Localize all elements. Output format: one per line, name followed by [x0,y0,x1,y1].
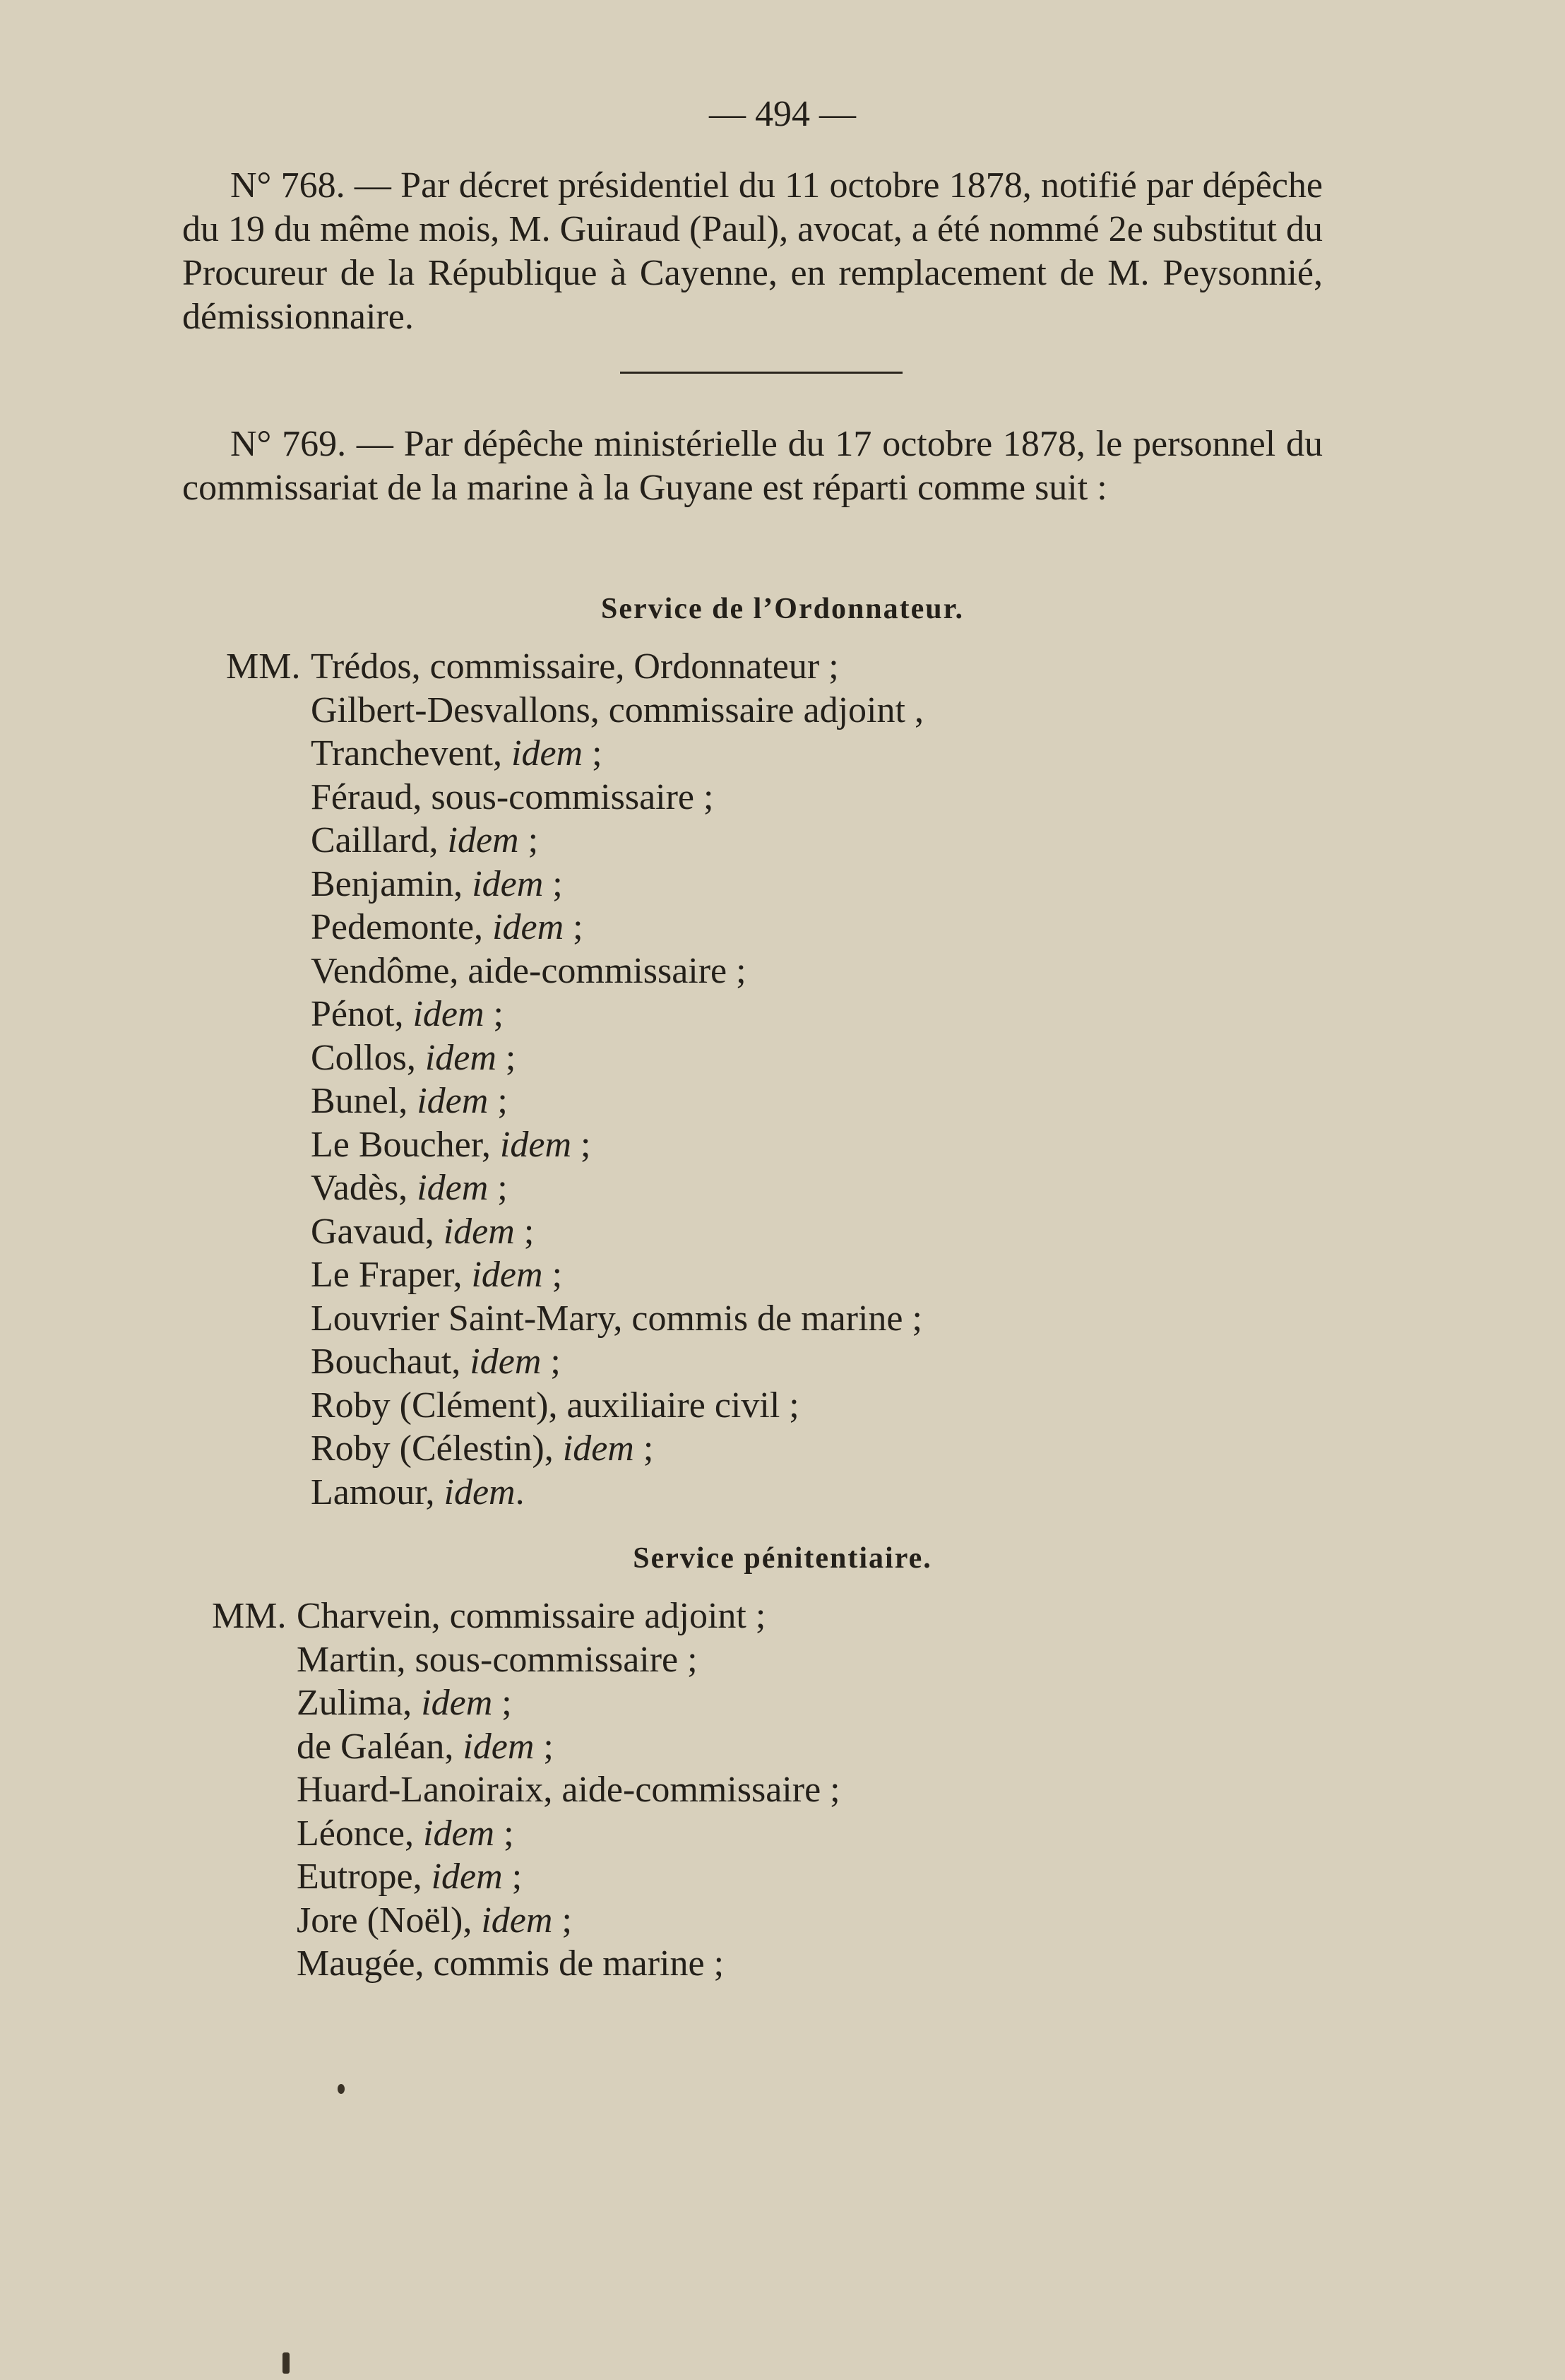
entry-name: Pedemonte, [311,907,493,947]
list-item [297,1638,840,1682]
list-item [297,1768,840,1812]
entry-role: idem [447,820,519,860]
paragraph-text: N° 769. — Par dépêche ministérielle du 17 octobre 1878, le personnel du commissariat de la marine à la Guyane est réparti comme suit : [182,424,1323,508]
entry-punctuation: ; [542,1255,563,1295]
list-prefix: MM. [212,1596,287,1636]
entry-role: idem [463,1726,535,1767]
list-item [311,1036,924,1080]
entry-punctuation: ; [494,1813,514,1854]
list-item [311,1166,924,1210]
entry-role: idem [423,1813,495,1854]
entry-punctuation: , [905,689,924,730]
entry-punctuation: ; [541,1342,561,1382]
list-item [311,1340,924,1384]
entry-name: Gilbert-Desvallons, commissaire adjoint [311,689,905,730]
entry-name: Le Fraper, [311,1255,472,1295]
list-item [311,776,924,819]
list-item [297,1725,840,1769]
section-heading-ordonnateur: Service de l’Ordonnateur. [601,593,964,625]
decree-768 [182,164,1323,339]
separator-rule [620,372,903,374]
page-number: — 494 — [709,94,856,134]
entry-name: Zulima, [297,1683,422,1723]
list-item [297,1594,840,1638]
decree-769 [182,422,1323,510]
entry-name: Roby (Célestin), [311,1428,563,1469]
entry-role: idem [443,1211,515,1252]
list-item [311,1123,924,1167]
paragraph-text: N° 768. — Par décret présidentiel du 11 octobre 1878, notifié par dépêche du 19 du même mois, M. Guiraud (Paul), avocat, a été nommé 2e substitut du Procureur de la République à Cayenne, en remplacement de M. Peysonnié, démissionnaire. [182,165,1323,337]
list-item [311,993,924,1036]
entry-name: Bunel, [311,1081,417,1121]
list-item [311,1297,924,1341]
list-item [311,645,924,689]
entry-punctuation: ; [571,1124,591,1165]
entry-name: Bouchaut, [311,1342,470,1382]
entry-role: idem [444,1472,516,1512]
entry-name: Vadès, [311,1168,417,1208]
entry-role: idem [471,1255,543,1295]
entry-role: idem [470,1342,542,1382]
entry-punctuation: ; [534,1726,554,1767]
entry-name: Maugée, commis de marine [297,1943,705,1984]
entry-punctuation: ; [488,1168,508,1208]
list-item [311,1427,924,1471]
entry-punctuation: ; [496,1037,516,1078]
list-item [297,1855,840,1899]
list-item [297,1681,840,1725]
list-item [311,906,924,949]
entry-name: Vendôme, aide-commissaire [311,950,727,991]
entry-role: idem [511,733,583,774]
list-item [311,1210,924,1254]
list-item [311,1253,924,1297]
entry-punctuation: ; [552,1900,572,1941]
list-item [297,1942,840,1986]
entry-role: idem [499,1124,572,1165]
entry-name: Tranchevent, [311,733,512,774]
entry-role: idem [481,1900,553,1941]
entry-punctuation: ; [704,1943,725,1984]
entry-name: Louvrier Saint-Mary, commis de marine [311,1298,903,1339]
entry-name: Eutrope, [297,1857,432,1897]
entry-punctuation: ; [564,907,583,947]
ink-speck [282,2352,290,2374]
entry-punctuation: ; [583,733,602,774]
entry-role: idem [421,1683,493,1723]
entry-name: Huard-Lanoiraix, aide-commissaire [297,1770,821,1810]
entry-name: Martin, sous-commissaire [297,1639,679,1680]
entry-name: Léonce, [297,1813,424,1854]
staff-entries [212,1594,840,1986]
list-item [311,732,924,776]
entry-punctuation: ; [821,1770,840,1810]
entry-punctuation: ; [518,820,539,860]
list-item [311,949,924,993]
entry-punctuation: ; [492,1683,512,1723]
list-item [311,1384,924,1428]
entry-name: Le Boucher, [311,1124,500,1165]
staff-entries [226,645,924,1514]
entry-name: Pénot, [311,994,413,1034]
entry-role: idem [472,863,544,904]
entry-punctuation: ; [780,1385,799,1426]
entry-role: idem [562,1428,634,1469]
entry-punctuation: ; [543,863,563,904]
entry-punctuation: ; [746,1596,766,1636]
entry-punctuation: ; [903,1298,922,1339]
entry-name: Benjamin, [311,863,472,904]
list-item [297,1899,840,1943]
entry-role: idem [424,1037,496,1078]
list-item [297,1812,840,1856]
list-item [311,863,924,906]
entry-role: idem [492,907,564,947]
entry-name: Trédos, commissaire, Ordonnateur [311,646,820,687]
staff-list-penitentiaire [212,1594,840,1986]
section-heading-penitentiaire: Service pénitentiaire. [633,1542,932,1575]
list-prefix: MM. [226,646,301,687]
entry-punctuation: ; [819,646,839,687]
entry-name: Roby (Clément), auxiliaire civil [311,1385,780,1426]
entry-punctuation: ; [502,1857,523,1897]
entry-name: Lamour, [311,1472,444,1512]
entry-name: Féraud, sous-commissaire [311,776,695,817]
entry-punctuation: ; [488,1081,508,1121]
entry-name: Jore (Noël), [297,1900,482,1941]
entry-punctuation: ; [678,1639,698,1680]
entry-name: Charvein, commissaire adjoint [297,1596,746,1636]
entry-role: idem [412,994,484,1034]
list-item [311,689,924,733]
entry-role: idem [417,1168,489,1208]
list-item [311,1471,924,1515]
entry-punctuation: ; [484,994,504,1034]
ink-speck [338,2084,345,2094]
list-item [311,819,924,863]
entry-name: Gavaud, [311,1211,444,1252]
entry-punctuation: ; [514,1211,535,1252]
entry-role: idem [431,1857,503,1897]
entry-name: Caillard, [311,820,448,860]
entry-role: idem [417,1081,489,1121]
staff-list-ordonnateur [226,645,924,1514]
entry-name: Collos, [311,1037,425,1078]
entry-punctuation: . [515,1472,525,1512]
entry-name: de Galéan, [297,1726,463,1767]
entry-punctuation: ; [694,776,714,817]
entry-punctuation: ; [727,950,746,991]
list-item [311,1079,924,1123]
entry-punctuation: ; [633,1428,654,1469]
